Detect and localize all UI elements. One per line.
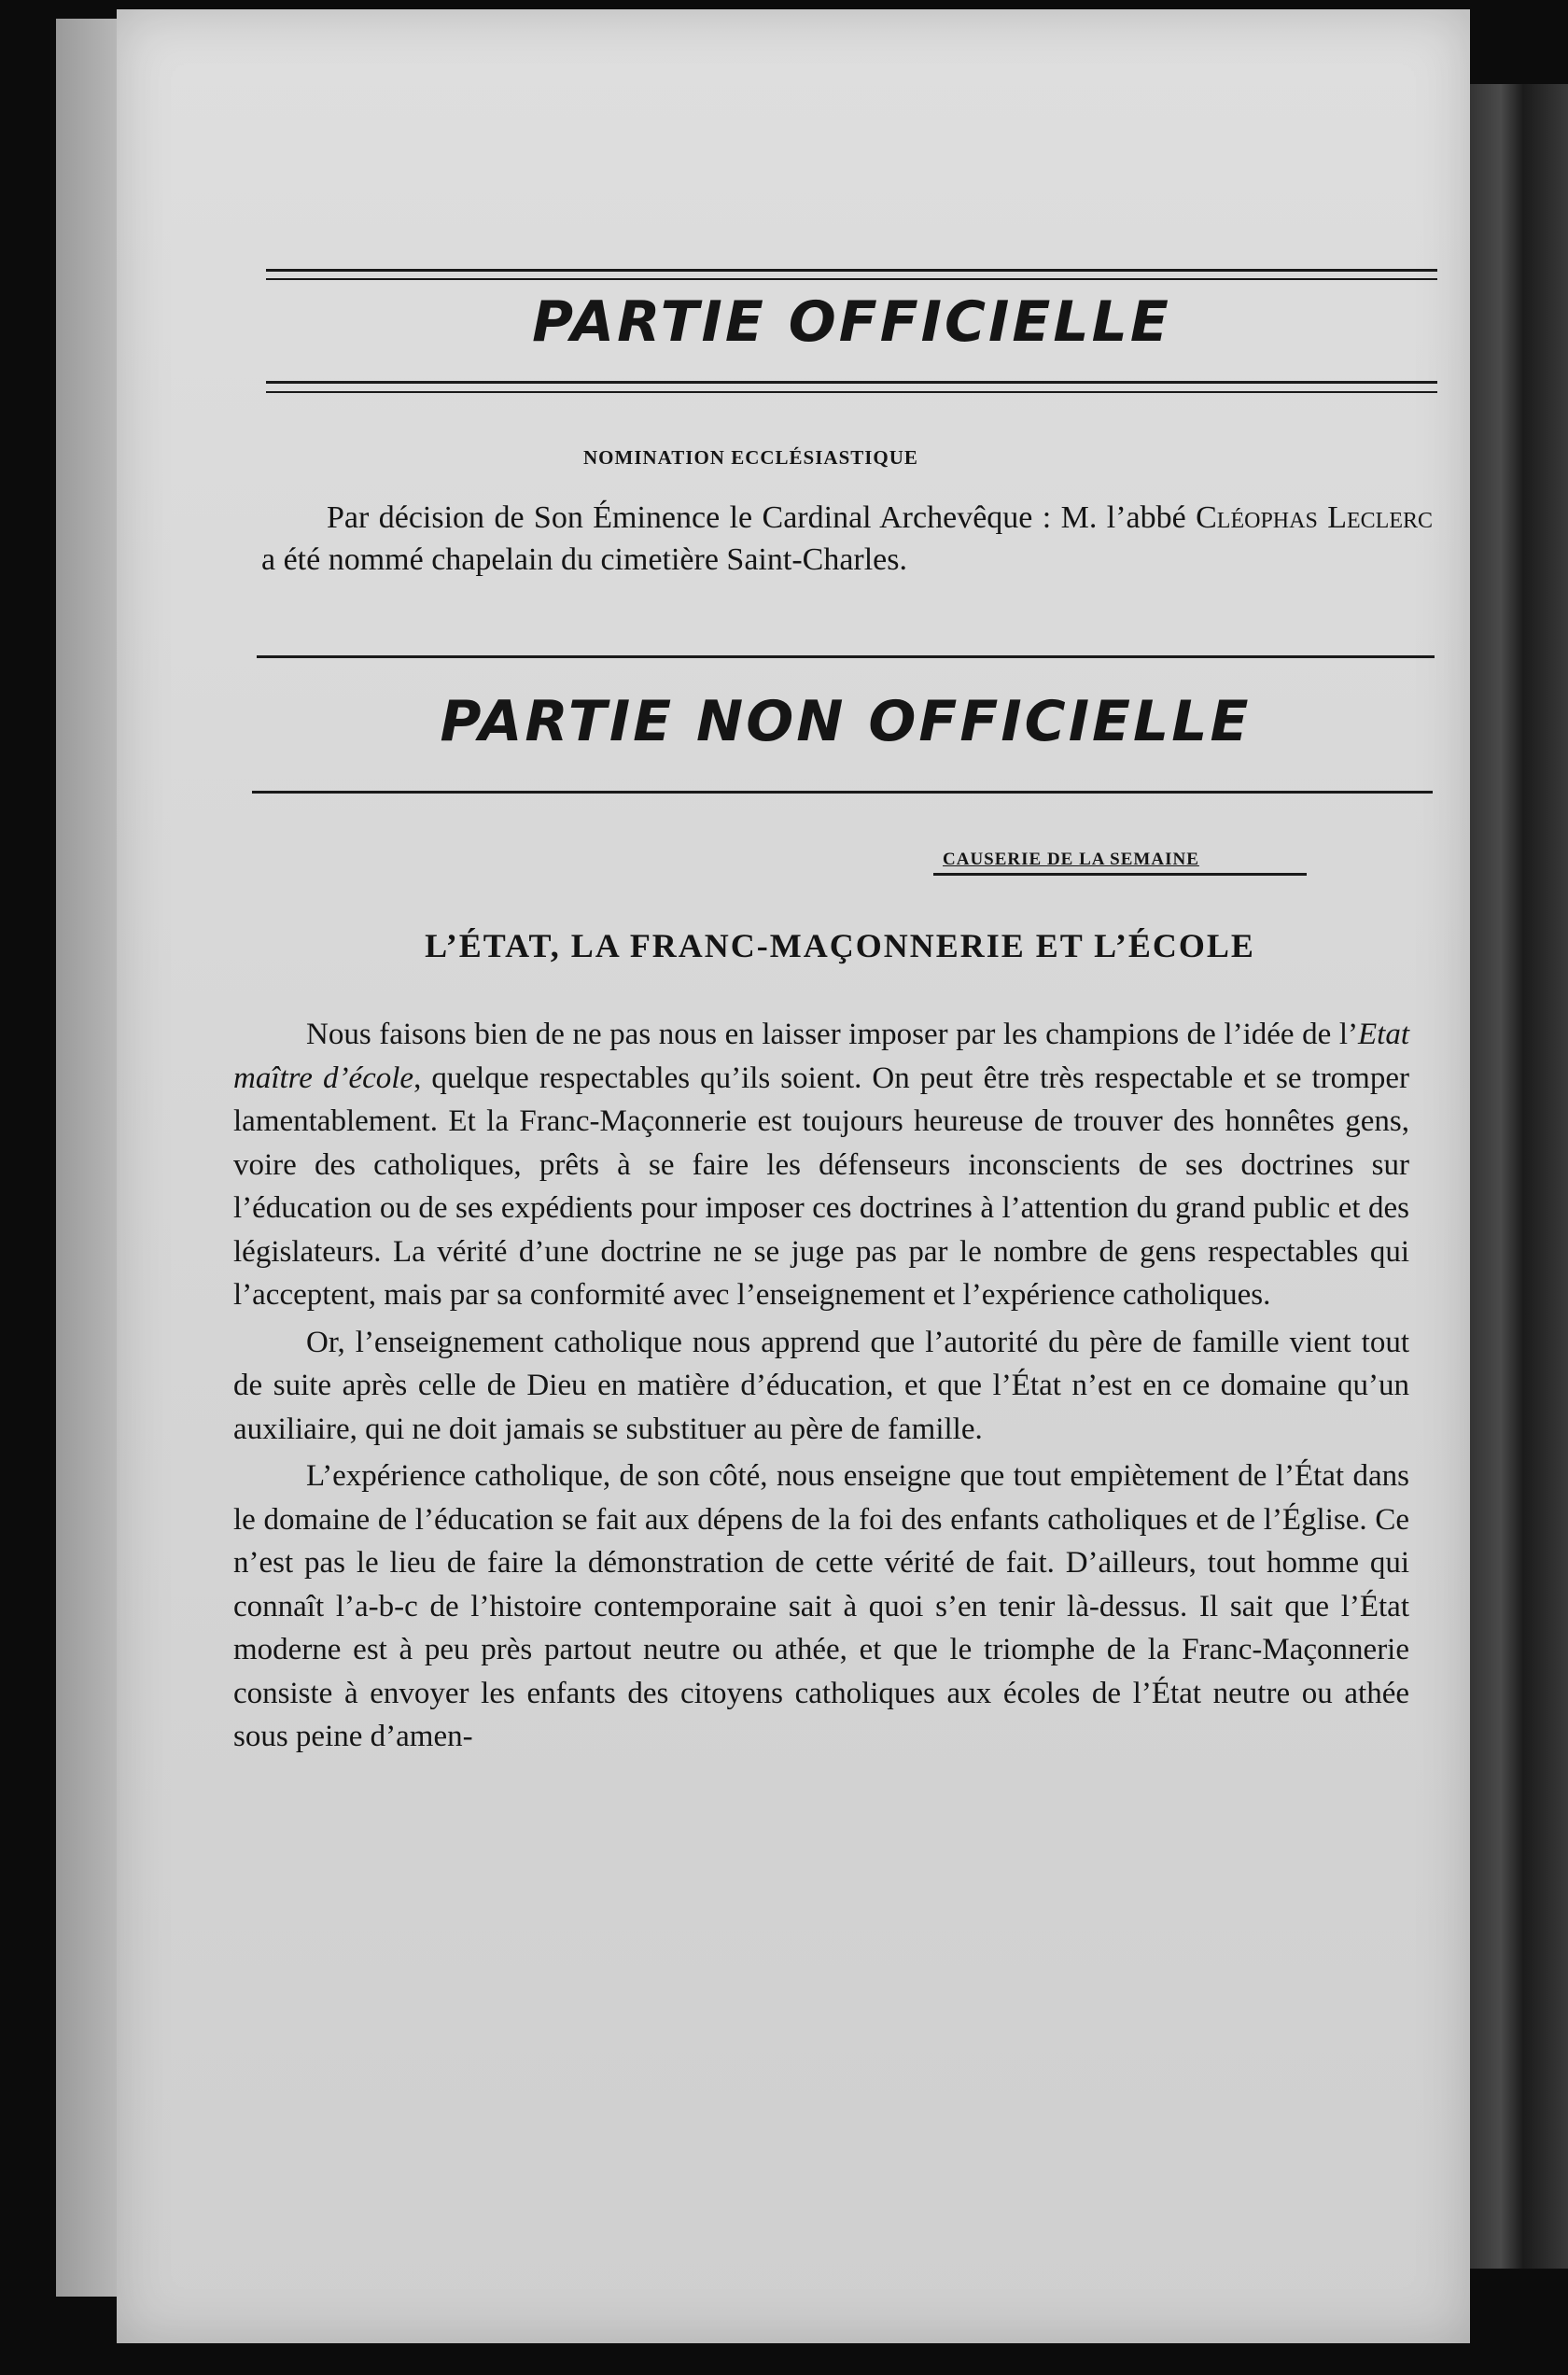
right-page-edge [1456, 84, 1568, 2269]
article-title: L’ÉTAT, LA FRANC-MAÇONNERIE ET L’ÉCOLE [425, 927, 1255, 964]
column-heading-rule [933, 873, 1307, 876]
paragraph-1-end: , quelque respectables qu’ils soient. On peut être très respectable et se tromper lamentablement. Et la Franc-Maçonnerie est toujours heureuse de trouver des honnêtes gens, voire des catholiques, prêts à se faire les défenseurs inconscients de ses doctrines sur l’éducation ou de ses expédients pour imposer ces doctrines à l’attention du grand public et des législateurs. La vérité d’une doctrine ne se juge pas par le nombre de gens respectables qui l’acceptent, mais par sa conformité avec l’enseignement et l’expérience catholiques. [233, 1061, 1409, 1312]
article-body [233, 1013, 1409, 1763]
paragraph-1-start: Nous faisons bien de ne pas nous en laisser imposer par les champions de l’idée de l’ [306, 1018, 1358, 1051]
paragraph-1-italic: Etat maître d’école [233, 1018, 1409, 1095]
separator-rule [257, 655, 1435, 658]
non-official-rule [252, 791, 1433, 794]
article-paragraph-2: Or, l’enseignement catholique nous apprend que l’autorité du père de famille vient tout de suite après celle de Dieu en matière d’éducation, et que l’État n’est en ce domaine qu’un auxiliaire, qui ne doit jamais se substituer au père de famille. [233, 1325, 1409, 1446]
mid-rule-1 [266, 381, 1437, 384]
nominee-name: Cléophas Leclerc [1196, 500, 1433, 535]
top-rule-1 [266, 269, 1437, 272]
column-heading: CAUSERIE DE LA SEMAINE [943, 850, 1199, 869]
official-section-title: PARTIE OFFICIELLE [532, 289, 1171, 355]
mid-rule-2 [266, 391, 1437, 393]
top-rule-2 [266, 278, 1437, 280]
article-paragraph-3: L’expérience catholique, de son côté, nous enseigne que tout empiètement de l’État dans le domaine de l’éducation se fait aux dépens de la foi des enfants catholiques et de l’Église. Ce n’est pas le lieu de faire la démonstration de cette vérité de fait. D’ailleurs, tout homme qui connaît l’a-b-c de l’histoire contemporaine sait à quoi s’en tenir là-dessus. Il sait que l’État moderne est à peu près partout neutre ou athée, et que le triomphe de la Franc-Maçonnerie consiste à envoyer les enfants des citoyens catholiques aux écoles de l’État neutre ou athée sous peine d’amen- [233, 1459, 1409, 1753]
document-page [117, 9, 1470, 2343]
nomination-text [261, 497, 1433, 581]
nomination-heading: NOMINATION ECCLÉSIASTIQUE [583, 446, 918, 469]
nomination-text-before: Par décision de Son Éminence le Cardinal Archevêque : M. l’abbé [327, 500, 1197, 535]
article-paragraph-1 [233, 1013, 1409, 1317]
nomination-text-after: a été nommé chapelain du cimetière Saint-Charles. [261, 542, 908, 577]
non-official-section-title: PARTIE NON OFFICIELLE [440, 689, 1252, 754]
